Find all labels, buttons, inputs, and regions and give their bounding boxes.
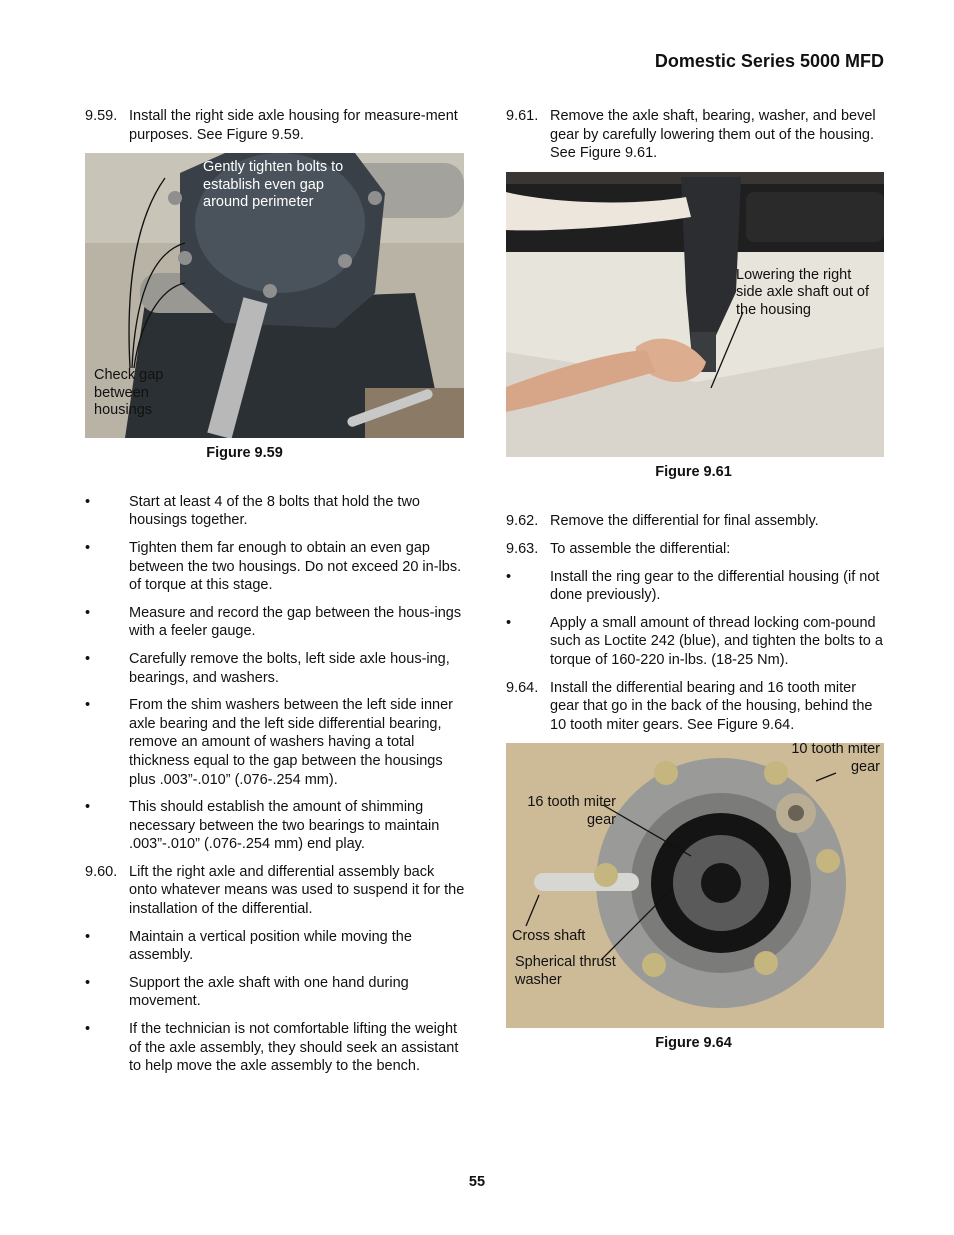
bullet-glyph: •: [506, 568, 512, 585]
bullet-item: [85, 974, 465, 1011]
bullet-item: [85, 1020, 465, 1076]
bullet-item: [85, 798, 465, 854]
step-number: 9.60.: [85, 863, 118, 880]
step-9-64: [506, 679, 886, 735]
bullet-item: [506, 614, 886, 670]
step-number: 9.62.: [506, 513, 539, 530]
step-9-60: [85, 863, 465, 919]
bullet-text: Carefully remove the bolts, left side axle hous-ing, bearings, and washers.: [129, 650, 450, 686]
bullet-text: If the technician is not comfortable lifting the weight of the axle assembly, they should seek an assistant to help move the axle assembly to the bench.: [129, 1021, 459, 1075]
step-number: 9.59.: [85, 108, 118, 124]
bullet-text: Measure and record the gap between the hous-ings with a feeler gauge.: [129, 604, 462, 640]
right-column: [506, 107, 886, 1053]
step-9-63: [506, 540, 886, 559]
bullet-glyph: •: [85, 650, 91, 667]
bullet-text: Apply a small amount of thread locking com-pound such as Loctite 242 (blue), and tighten the bolts to a torque of 160-220 in-lbs. (18-25 Nm).: [550, 614, 883, 668]
callout-check-gap: Check gap between housings: [94, 367, 164, 419]
figure-9-61: [506, 172, 884, 457]
bullet-item: [506, 568, 886, 605]
step-number: 9.64.: [506, 679, 539, 696]
bullet-glyph: •: [506, 614, 512, 631]
bullet-item: [85, 696, 465, 789]
bullet-text: Support the axle shaft with one hand during movement.: [129, 974, 409, 1010]
step-text: Remove the differential for final assembly.: [550, 513, 819, 530]
bullet-text: Maintain a vertical position while moving the assembly.: [129, 928, 412, 964]
bullet-glyph: •: [85, 697, 91, 714]
step-9-62: [506, 512, 886, 531]
bullet-text: Tighten them far enough to obtain an even gap between the two housings. Do not exceed 20 in-lbs. of torque at this stage.: [129, 539, 462, 594]
step-number: 9.63.: [506, 540, 539, 557]
step-text: Remove the axle shaft, bearing, washer, and bevel gear by carefully lowering them out of the housing. See Figure 9.61.: [550, 108, 876, 162]
bullet-glyph: •: [85, 928, 91, 945]
step-text: Install the right side axle housing for measure-ment purposes. See Figure 9.59.: [129, 108, 458, 143]
bullet-item: [85, 650, 465, 687]
bullet-text: Start at least 4 of the 8 bolts that hold the two housings together.: [129, 493, 420, 529]
step-text: Install the differential bearing and 16 tooth miter gear that go in the back of the housing, behind the 10 tooth miter gears. See Figure 9.64.: [550, 679, 873, 733]
bullet-glyph: •: [85, 604, 91, 621]
step-text: Lift the right axle and differential assembly back onto whatever means was used to suspend it for the installation of the differential.: [129, 863, 465, 918]
page-header-title: Domestic Series 5000 MFD: [654, 51, 884, 71]
bullet-item: [85, 928, 465, 965]
callout-16-tooth: 16 tooth miter gear: [527, 794, 616, 828]
bullet-text: From the shim washers between the left side inner axle bearing and the left side differential bearing, remove an amount of washers having a total thickness equal to the gap between the housings plus .003”-.010” (.076-.254 mm).: [129, 697, 453, 788]
figure-9-59: [85, 153, 464, 438]
step-9-59: [85, 107, 465, 144]
bullet-item: [85, 539, 465, 595]
figure-9-64-caption: Figure 9.64: [655, 1035, 732, 1052]
bullet-glyph: •: [85, 539, 91, 556]
bullet-item: [85, 493, 465, 530]
bullet-glyph: •: [85, 493, 91, 510]
left-column: [85, 107, 465, 1085]
callout-10-tooth: 10 tooth miter gear: [791, 743, 880, 775]
step-number: 9.61.: [506, 108, 539, 124]
page-number: 55: [468, 1174, 486, 1190]
bullet-text: Install the ring gear to the differential housing (if not done previously).: [550, 568, 880, 604]
callout-cross-shaft: Cross shaft: [512, 928, 586, 945]
step-text: To assemble the differential:: [550, 540, 731, 557]
bullet-glyph: •: [85, 799, 91, 816]
callout-lowering: Lowering the right side axle shaft out of the housing: [736, 266, 869, 318]
step-9-61: [506, 107, 886, 163]
figure-9-59-caption: Figure 9.59: [206, 445, 283, 462]
bullet-glyph: •: [85, 974, 91, 991]
figure-9-61-caption: Figure 9.61: [655, 463, 732, 480]
callout-spherical-thrust: Spherical thrust washer: [515, 954, 616, 988]
callout-gently-tighten: Gently tighten bolts to establish even gap around perimeter: [203, 159, 344, 211]
bullet-item: [85, 604, 465, 641]
figure-9-64: [506, 743, 884, 1028]
bullet-text: This should establish the amount of shimming necessary between the two bearings to maintain .003”-.010” (.076-.254 mm) end play.: [129, 799, 440, 853]
bullet-glyph: •: [85, 1021, 91, 1038]
